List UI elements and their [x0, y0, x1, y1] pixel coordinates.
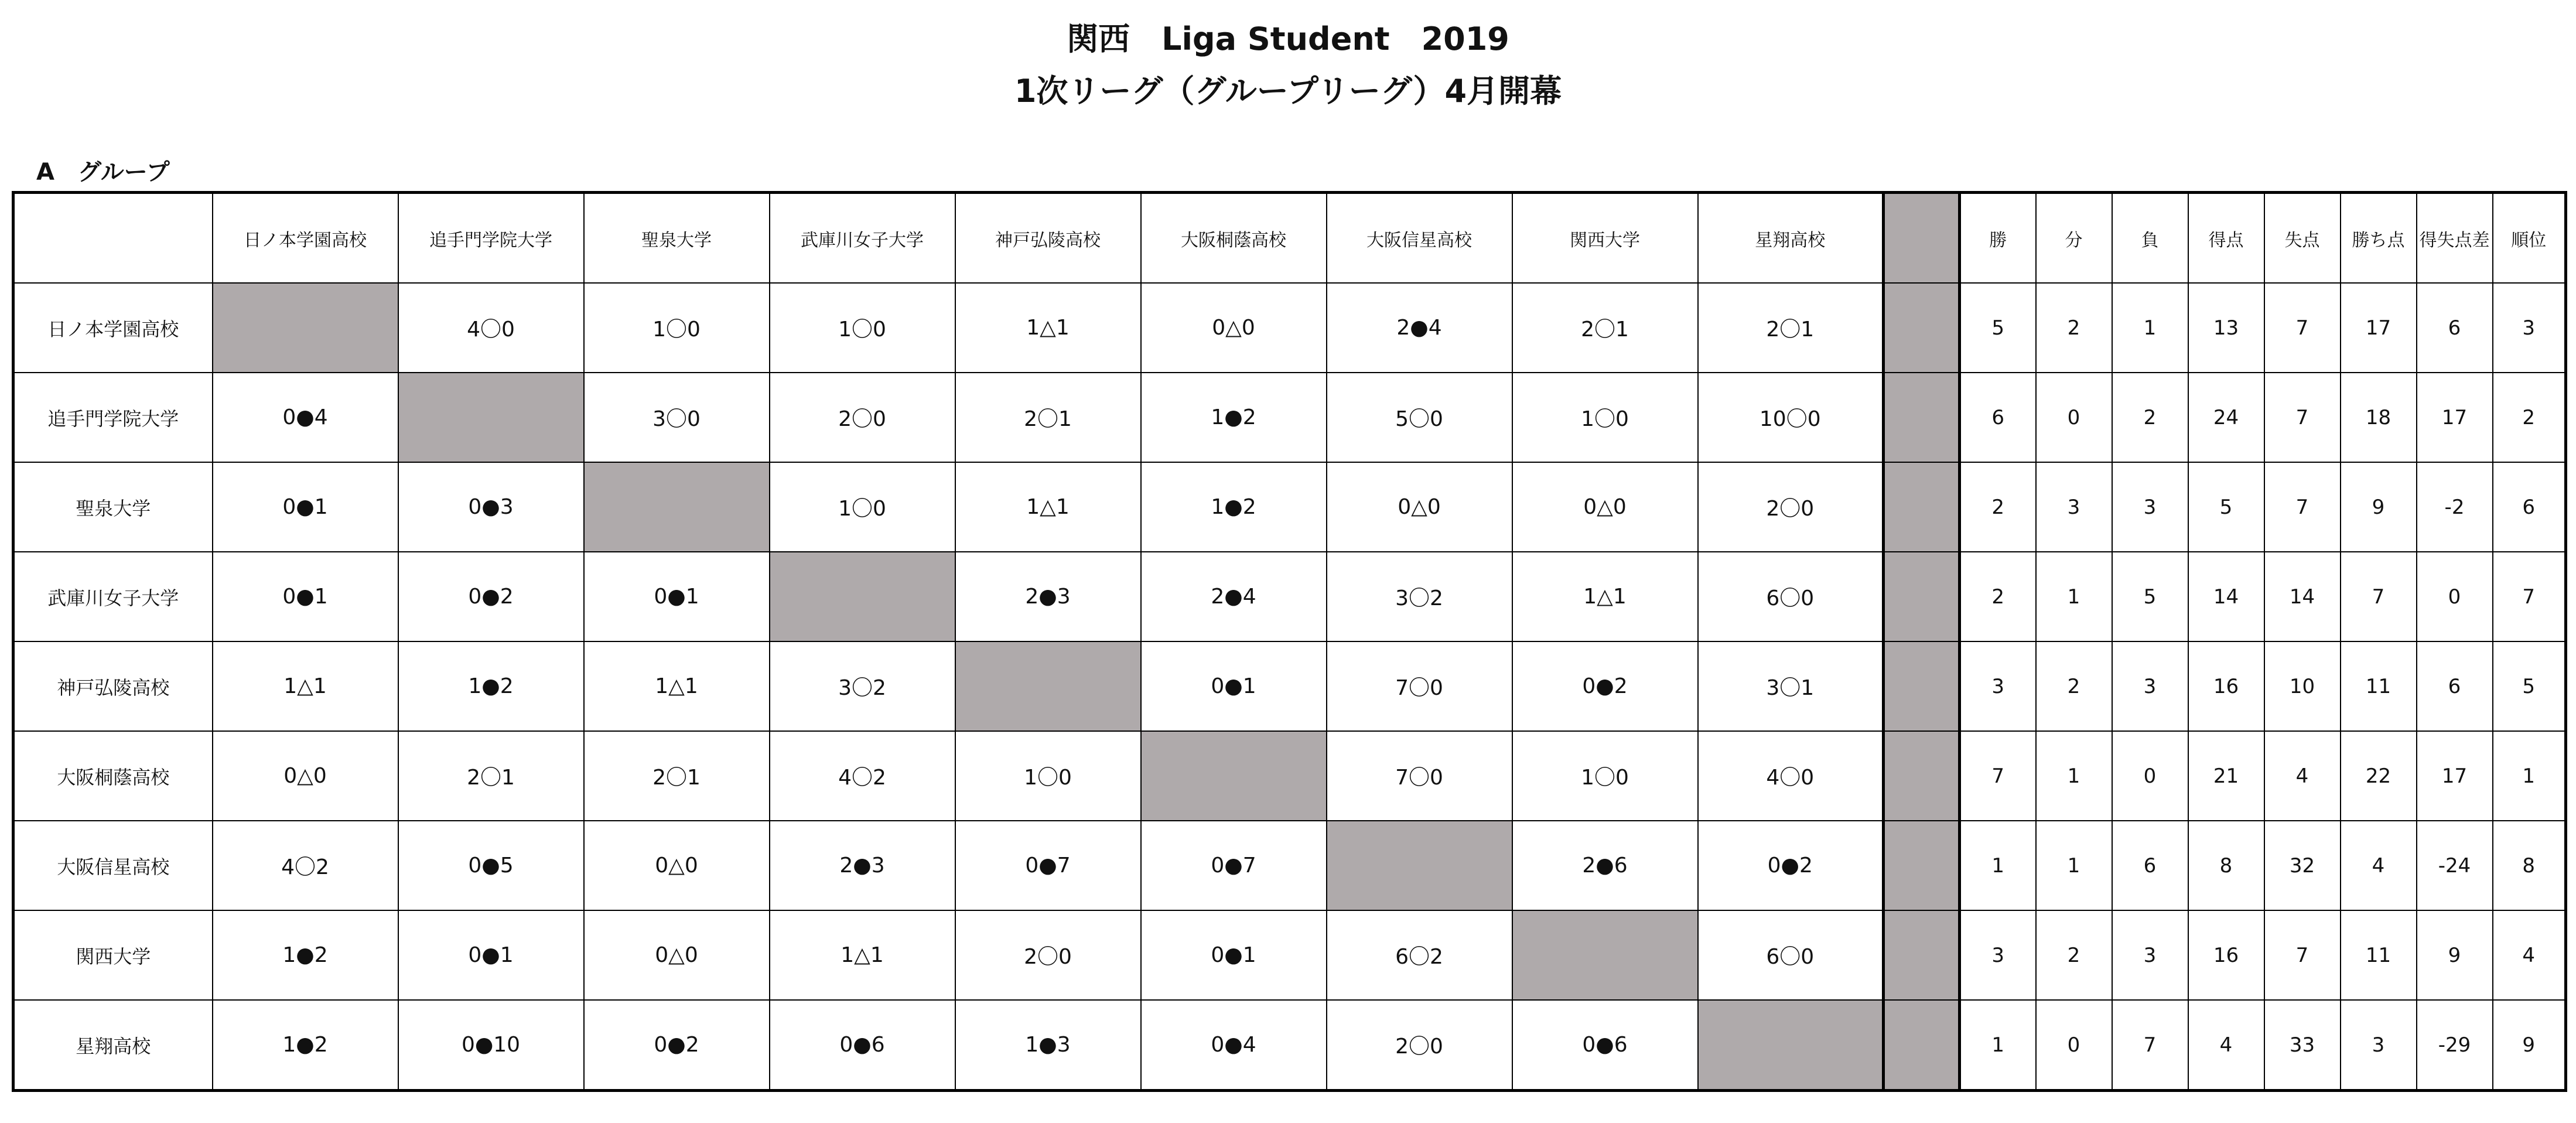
stat-cell: 3 — [1960, 910, 2036, 1000]
stat-cell: 4 — [2493, 910, 2566, 1000]
stat-cell: 11 — [2341, 910, 2417, 1000]
match-result-cell: 2〇1 — [398, 731, 584, 821]
stat-cell: 7 — [2264, 373, 2341, 462]
match-result-cell: 0●6 — [1512, 1000, 1698, 1091]
column-header-team: 関西大学 — [1512, 193, 1698, 284]
match-result-cell: 0●1 — [1141, 910, 1327, 1000]
match-result-cell: 0△0 — [584, 821, 770, 910]
stat-cell: 3 — [1960, 641, 2036, 731]
match-result-cell: 4〇0 — [1698, 731, 1884, 821]
column-header-stat: 勝 — [1960, 193, 2036, 284]
match-result-cell: 0●1 — [584, 552, 770, 641]
match-result-cell: 0●5 — [398, 821, 584, 910]
column-header-team: 日ノ本学園高校 — [213, 193, 398, 284]
self-match-cell — [955, 641, 1141, 731]
match-result-cell: 2●3 — [955, 552, 1141, 641]
stat-cell: 7 — [2264, 283, 2341, 373]
match-result-cell: 10〇0 — [1698, 373, 1884, 462]
stat-cell: 13 — [2188, 283, 2264, 373]
stat-cell: 6 — [2417, 283, 2493, 373]
stat-cell: 3 — [2112, 910, 2188, 1000]
row-header-team: 関西大学 — [13, 910, 213, 1000]
stat-cell: 2 — [1960, 552, 2036, 641]
table-row — [13, 462, 2566, 552]
match-result-cell: 1●2 — [398, 641, 584, 731]
stat-cell: 1 — [2036, 821, 2112, 910]
column-header-stat: 失点 — [2264, 193, 2341, 284]
stat-cell: 22 — [2341, 731, 2417, 821]
match-result-cell: 2●4 — [1141, 552, 1327, 641]
column-header-team: 武庫川女子大学 — [770, 193, 955, 284]
stat-cell: 9 — [2417, 910, 2493, 1000]
match-result-cell: 1〇0 — [584, 283, 770, 373]
stat-cell: 2 — [2036, 641, 2112, 731]
stat-cell: 6 — [1960, 373, 2036, 462]
match-result-cell: 1〇0 — [955, 731, 1141, 821]
stat-cell: 7 — [1960, 731, 2036, 821]
stat-cell: 14 — [2264, 552, 2341, 641]
match-result-cell: 3〇0 — [584, 373, 770, 462]
column-header-stat: 得失点差 — [2417, 193, 2493, 284]
stat-cell: 32 — [2264, 821, 2341, 910]
match-result-cell: 2〇0 — [1698, 462, 1884, 552]
stat-cell: 3 — [2112, 462, 2188, 552]
row-header-team: 大阪桐蔭高校 — [13, 731, 213, 821]
separator-cell — [1884, 462, 1960, 552]
stat-cell: 14 — [2188, 552, 2264, 641]
page-title: 関西 Liga Student 2019 — [1067, 21, 1509, 57]
match-result-cell: 1△1 — [213, 641, 398, 731]
stat-cell: 17 — [2417, 373, 2493, 462]
match-result-cell: 0●2 — [584, 1000, 770, 1091]
separator-cell — [1884, 1000, 1960, 1091]
separator-cell — [1884, 641, 1960, 731]
match-result-cell: 0●6 — [770, 1000, 955, 1091]
match-result-cell: 2●4 — [1327, 283, 1512, 373]
self-match-cell — [1327, 821, 1512, 910]
stat-cell: 7 — [2493, 552, 2566, 641]
table-row — [13, 821, 2566, 910]
column-header-team: 神戸弘陵高校 — [955, 193, 1141, 284]
stat-cell: 2 — [2036, 910, 2112, 1000]
separator-cell — [1884, 821, 1960, 910]
stat-cell: 1 — [2036, 731, 2112, 821]
stat-cell: 1 — [2036, 552, 2112, 641]
self-match-cell — [1698, 1000, 1884, 1091]
stat-cell: 18 — [2341, 373, 2417, 462]
stat-cell: 3 — [2493, 283, 2566, 373]
stat-cell: 7 — [2341, 552, 2417, 641]
stat-cell: 17 — [2417, 731, 2493, 821]
stat-cell: 3 — [2341, 1000, 2417, 1091]
stat-cell: 9 — [2341, 462, 2417, 552]
page-subtitle: 1次リーグ（グループリーグ）4月開幕 — [1014, 73, 1562, 110]
match-result-cell: 0●2 — [1698, 821, 1884, 910]
match-result-cell: 1〇0 — [770, 462, 955, 552]
match-result-cell: 0△0 — [1512, 462, 1698, 552]
match-result-cell: 3〇1 — [1698, 641, 1884, 731]
stat-cell: 5 — [2112, 552, 2188, 641]
stat-cell: 7 — [2264, 910, 2341, 1000]
match-result-cell: 1△1 — [955, 462, 1141, 552]
league-table — [12, 191, 2567, 1092]
self-match-cell — [770, 552, 955, 641]
column-header-team: 星翔高校 — [1698, 193, 1884, 284]
match-result-cell: 0●2 — [398, 552, 584, 641]
match-result-cell: 1●2 — [213, 910, 398, 1000]
self-match-cell — [213, 283, 398, 373]
match-result-cell: 2〇1 — [1512, 283, 1698, 373]
match-result-cell: 1●3 — [955, 1000, 1141, 1091]
stat-cell: 9 — [2493, 1000, 2566, 1091]
table-row — [13, 373, 2566, 462]
stat-cell: 7 — [2112, 1000, 2188, 1091]
stat-cell: 0 — [2417, 552, 2493, 641]
stat-cell: 2 — [1960, 462, 2036, 552]
match-result-cell: 4〇2 — [213, 821, 398, 910]
match-result-cell: 6〇0 — [1698, 552, 1884, 641]
column-header-team: 聖泉大学 — [584, 193, 770, 284]
match-result-cell: 0△0 — [213, 731, 398, 821]
self-match-cell — [398, 373, 584, 462]
stat-cell: 0 — [2036, 373, 2112, 462]
stat-cell: 2 — [2036, 283, 2112, 373]
match-result-cell: 2〇1 — [1698, 283, 1884, 373]
match-result-cell: 1〇0 — [770, 283, 955, 373]
match-result-cell: 0●7 — [955, 821, 1141, 910]
match-result-cell: 2〇0 — [1327, 1000, 1512, 1091]
self-match-cell — [584, 462, 770, 552]
table-row — [13, 283, 2566, 373]
match-result-cell: 0●1 — [1141, 641, 1327, 731]
match-result-cell: 6〇2 — [1327, 910, 1512, 1000]
separator-cell — [1884, 193, 1960, 284]
corner-cell — [13, 193, 213, 284]
match-result-cell: 0△0 — [584, 910, 770, 1000]
match-result-cell: 0△0 — [1327, 462, 1512, 552]
match-result-cell: 1●2 — [213, 1000, 398, 1091]
match-result-cell: 5〇0 — [1327, 373, 1512, 462]
row-header-team: 追手門学院大学 — [13, 373, 213, 462]
separator-cell — [1884, 552, 1960, 641]
match-result-cell: 0●3 — [398, 462, 584, 552]
column-header-team: 追手門学院大学 — [398, 193, 584, 284]
match-result-cell: 4〇0 — [398, 283, 584, 373]
stat-cell: 6 — [2493, 462, 2566, 552]
stat-cell: -24 — [2417, 821, 2493, 910]
row-header-team: 神戸弘陵高校 — [13, 641, 213, 731]
match-result-cell: 0●4 — [1141, 1000, 1327, 1091]
match-result-cell: 1△1 — [770, 910, 955, 1000]
separator-cell — [1884, 283, 1960, 373]
match-result-cell: 1△1 — [1512, 552, 1698, 641]
stat-cell: 21 — [2188, 731, 2264, 821]
column-header-stat: 分 — [2036, 193, 2112, 284]
stat-cell: 2 — [2112, 373, 2188, 462]
stat-cell: 3 — [2112, 641, 2188, 731]
table-row — [13, 552, 2566, 641]
match-result-cell: 1〇0 — [1512, 731, 1698, 821]
stat-cell: 1 — [2493, 731, 2566, 821]
stat-cell: 16 — [2188, 641, 2264, 731]
row-header-team: 日ノ本学園高校 — [13, 283, 213, 373]
table-row — [13, 910, 2566, 1000]
match-result-cell: 2〇1 — [955, 373, 1141, 462]
stat-cell: 8 — [2188, 821, 2264, 910]
stat-cell: 24 — [2188, 373, 2264, 462]
stat-cell: 7 — [2264, 462, 2341, 552]
stat-cell: 4 — [2188, 1000, 2264, 1091]
match-result-cell: 0△0 — [1141, 283, 1327, 373]
stat-cell: 2 — [2493, 373, 2566, 462]
match-result-cell: 3〇2 — [1327, 552, 1512, 641]
self-match-cell — [1512, 910, 1698, 1000]
row-header-team: 大阪信星高校 — [13, 821, 213, 910]
group-label: A グループ — [36, 159, 170, 186]
table-row — [13, 731, 2566, 821]
match-result-cell: 0●1 — [213, 462, 398, 552]
separator-cell — [1884, 910, 1960, 1000]
row-header-team: 星翔高校 — [13, 1000, 213, 1091]
match-result-cell: 2●3 — [770, 821, 955, 910]
match-result-cell: 3〇2 — [770, 641, 955, 731]
row-header-team: 聖泉大学 — [13, 462, 213, 552]
match-result-cell: 0●1 — [213, 552, 398, 641]
separator-cell — [1884, 731, 1960, 821]
stat-cell: 17 — [2341, 283, 2417, 373]
match-result-cell: 1△1 — [955, 283, 1141, 373]
column-header-stat: 勝ち点 — [2341, 193, 2417, 284]
stat-cell: 0 — [2036, 1000, 2112, 1091]
match-result-cell: 0●4 — [213, 373, 398, 462]
stat-cell: 6 — [2112, 821, 2188, 910]
stat-cell: 8 — [2493, 821, 2566, 910]
match-result-cell: 2〇0 — [770, 373, 955, 462]
stat-cell: 10 — [2264, 641, 2341, 731]
stat-cell: 6 — [2417, 641, 2493, 731]
column-header-team: 大阪桐蔭高校 — [1141, 193, 1327, 284]
match-result-cell: 0●1 — [398, 910, 584, 1000]
stat-cell: 0 — [2112, 731, 2188, 821]
stat-cell: -2 — [2417, 462, 2493, 552]
header-row — [13, 193, 2566, 284]
match-result-cell: 0●7 — [1141, 821, 1327, 910]
stat-cell: 5 — [1960, 283, 2036, 373]
stat-cell: 16 — [2188, 910, 2264, 1000]
stat-cell: 1 — [1960, 821, 2036, 910]
match-result-cell: 0●10 — [398, 1000, 584, 1091]
match-result-cell: 2●6 — [1512, 821, 1698, 910]
stat-cell: 3 — [2036, 462, 2112, 552]
stat-cell: 4 — [2341, 821, 2417, 910]
match-result-cell: 2〇1 — [584, 731, 770, 821]
column-header-stat: 負 — [2112, 193, 2188, 284]
match-result-cell: 7〇0 — [1327, 641, 1512, 731]
self-match-cell — [1141, 731, 1327, 821]
match-result-cell: 6〇0 — [1698, 910, 1884, 1000]
column-header-stat: 得点 — [2188, 193, 2264, 284]
match-result-cell: 1△1 — [584, 641, 770, 731]
stat-cell: 4 — [2264, 731, 2341, 821]
separator-cell — [1884, 373, 1960, 462]
stat-cell: 33 — [2264, 1000, 2341, 1091]
stat-cell: 1 — [1960, 1000, 2036, 1091]
row-header-team: 武庫川女子大学 — [13, 552, 213, 641]
match-result-cell: 1●2 — [1141, 373, 1327, 462]
match-result-cell: 1〇0 — [1512, 373, 1698, 462]
match-result-cell: 1●2 — [1141, 462, 1327, 552]
column-header-team: 大阪信星高校 — [1327, 193, 1512, 284]
match-result-cell: 4〇2 — [770, 731, 955, 821]
table-row — [13, 1000, 2566, 1091]
stat-cell: 1 — [2112, 283, 2188, 373]
stat-cell: 5 — [2493, 641, 2566, 731]
stat-cell: -29 — [2417, 1000, 2493, 1091]
stat-cell: 11 — [2341, 641, 2417, 731]
column-header-stat: 順位 — [2493, 193, 2566, 284]
stat-cell: 5 — [2188, 462, 2264, 552]
match-result-cell: 7〇0 — [1327, 731, 1512, 821]
match-result-cell: 2〇0 — [955, 910, 1141, 1000]
match-result-cell: 0●2 — [1512, 641, 1698, 731]
table-row — [13, 641, 2566, 731]
